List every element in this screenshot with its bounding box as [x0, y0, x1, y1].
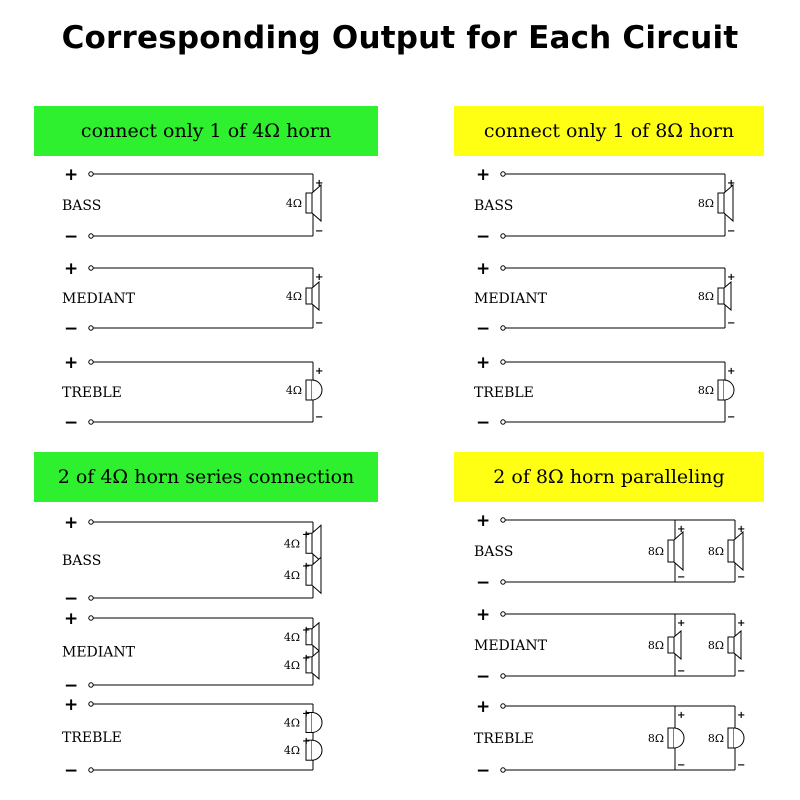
q2-mediant-speaker-minus: −: [727, 318, 736, 329]
q4-mediant-speaker-1-magnet: [668, 637, 674, 653]
q1-bass-plus-terminal: [89, 172, 93, 176]
q4-bass-speaker-2-magnet: [728, 540, 734, 562]
q3-mediant-plus-sign: +: [64, 609, 79, 629]
q3-bass-minus-sign: −: [64, 589, 79, 609]
q3-bass-ohm-label-1: 4Ω: [283, 537, 300, 551]
q2-mediant-plus-terminal: [501, 266, 505, 270]
q4-treble-speaker-1-minus: −: [677, 760, 686, 771]
q3-treble-ohm-label-2: 4Ω: [283, 744, 300, 758]
q2-bass-speaker-minus: −: [727, 226, 736, 237]
q4-mediant-plus-sign: +: [476, 605, 491, 625]
q4-bass-speaker-1-plus: +: [677, 524, 686, 535]
q1-treble-plus-terminal: [89, 360, 93, 364]
q1-mediant-ohm-label: 4Ω: [285, 290, 302, 303]
q4-mediant-speaker-1-minus: −: [677, 666, 686, 677]
q4-mediant-ohm-label-1: 8Ω: [647, 639, 664, 652]
q1-mediant-speaker-magnet: [306, 288, 312, 304]
q2-bass-speaker-magnet: [718, 193, 724, 213]
q1-treble-speaker-minus: −: [315, 412, 324, 423]
q2-treble-minus-sign: −: [476, 413, 491, 433]
q1-mediant-speaker-plus: +: [315, 272, 324, 283]
section-banner-series-4ohm: 2 of 4Ω horn series connection: [34, 452, 378, 502]
q1-mediant-minus-terminal: [89, 326, 93, 330]
q3-bass-plus-sign: +: [64, 513, 79, 533]
q3-mediant-minus-sign: −: [64, 676, 79, 696]
q4-treble-minus-terminal: [501, 768, 505, 772]
q3-mediant-ohm-label-1: 4Ω: [283, 630, 300, 644]
q4-treble-speaker-2-magnet: [728, 728, 734, 748]
q4-treble-speaker-2-plus: +: [737, 710, 746, 721]
q3-treble-speaker-1-dome: [312, 712, 322, 732]
q4-bass-speaker-1-minus: −: [677, 572, 686, 583]
q3-mediant-minus-terminal: [89, 683, 93, 687]
q1-treble-minus-terminal: [89, 420, 93, 424]
q2-mediant-minus-terminal: [501, 326, 505, 330]
q1-bass-speaker-plus: +: [315, 178, 324, 189]
q3-treble-speaker-1-plus: +: [302, 708, 311, 720]
q3-mediant-plus-terminal: [89, 616, 93, 620]
q2-treble-speaker-dome: [724, 380, 734, 400]
q4-mediant-ohm-label-2: 8Ω: [707, 639, 724, 652]
q3-bass-plus-terminal: [89, 520, 93, 524]
q2-bass-minus-sign: −: [476, 227, 491, 247]
q3-treble-speaker-2-plus: +: [302, 736, 311, 748]
q4-treble-speaker-1-dome: [674, 728, 684, 748]
q4-treble-speaker-1-plus: +: [677, 710, 686, 721]
q4-bass-speaker-2-plus: +: [737, 524, 746, 535]
q4-treble-minus-sign: −: [476, 761, 491, 781]
q1-treble-speaker-plus: +: [315, 366, 324, 377]
q2-treble-speaker-magnet: [718, 380, 724, 400]
q3-treble-plus-terminal: [89, 702, 93, 706]
q4-bass-ohm-label-1: 8Ω: [647, 545, 664, 558]
q4-mediant-speaker-2-plus: +: [737, 618, 746, 629]
q3-mediant-speaker-1-plus: +: [302, 624, 311, 636]
q3-mediant-speaker-2-plus: +: [302, 652, 311, 664]
q1-mediant-label: MEDIANT: [62, 291, 136, 307]
q1-mediant-plus-sign: +: [64, 259, 79, 279]
q1-mediant-speaker-minus: −: [315, 318, 324, 329]
q4-mediant-label: MEDIANT: [474, 638, 548, 654]
q1-bass-ohm-label: 4Ω: [285, 197, 302, 210]
q4-mediant-minus-sign: −: [476, 667, 491, 687]
q3-treble-speaker-2-dome: [312, 740, 322, 760]
section-banner-single-4ohm: connect only 1 of 4Ω horn: [34, 106, 378, 156]
q4-mediant-speaker-2-minus: −: [737, 666, 746, 677]
q1-bass-speaker-minus: −: [315, 226, 324, 237]
q2-mediant-speaker-magnet: [718, 288, 724, 304]
q3-treble-label: TREBLE: [62, 730, 122, 746]
q1-mediant-plus-terminal: [89, 266, 93, 270]
q4-mediant-speaker-1-plus: +: [677, 618, 686, 629]
q4-treble-speaker-1-magnet: [668, 728, 674, 748]
q3-bass-ohm-label-2: 4Ω: [283, 569, 300, 583]
q4-bass-plus-terminal: [501, 518, 505, 522]
q3-treble-ohm-label-1: 4Ω: [283, 716, 300, 730]
q3-bass-minus-terminal: [89, 596, 93, 600]
q4-bass-label: BASS: [474, 544, 514, 560]
q1-treble-minus-sign: −: [64, 413, 79, 433]
q2-mediant-plus-sign: +: [476, 259, 491, 279]
q4-treble-label: TREBLE: [474, 731, 534, 747]
q3-bass-speaker-1-plus: +: [302, 529, 311, 541]
q2-treble-plus-sign: +: [476, 353, 491, 373]
q3-treble-plus-sign: +: [64, 695, 79, 715]
q4-bass-plus-sign: +: [476, 511, 491, 531]
q3-mediant-label: MEDIANT: [62, 644, 136, 661]
page-title: Corresponding Output for Each Circuit: [61, 20, 739, 56]
q1-treble-ohm-label: 4Ω: [285, 384, 302, 397]
q4-bass-speaker-2-minus: −: [737, 572, 746, 583]
q2-bass-minus-terminal: [501, 234, 505, 238]
q1-bass-speaker-magnet: [306, 193, 312, 213]
q2-bass-ohm-label: 8Ω: [697, 197, 714, 210]
q2-mediant-minus-sign: −: [476, 319, 491, 339]
q4-treble-plus-sign: +: [476, 697, 491, 717]
q2-mediant-label: MEDIANT: [474, 291, 548, 307]
q3-mediant-ohm-label-2: 4Ω: [283, 658, 300, 672]
q2-bass-label: BASS: [474, 198, 514, 214]
q3-treble-minus-terminal: [89, 768, 93, 772]
q2-bass-speaker-plus: +: [727, 178, 736, 189]
section-banner-parallel-8ohm: 2 of 8Ω horn paralleling: [454, 452, 764, 502]
q1-treble-label: TREBLE: [62, 385, 122, 401]
q2-bass-plus-terminal: [501, 172, 505, 176]
q3-bass-label: BASS: [62, 553, 102, 569]
q2-treble-speaker-plus: +: [727, 366, 736, 377]
section-banner-single-8ohm: connect only 1 of 8Ω horn: [454, 106, 764, 156]
q2-bass-plus-sign: +: [476, 165, 491, 185]
q1-treble-speaker-dome: [312, 380, 322, 400]
q1-bass-label: BASS: [62, 198, 102, 214]
q2-treble-plus-terminal: [501, 360, 505, 364]
q1-mediant-minus-sign: −: [64, 319, 79, 339]
q1-treble-plus-sign: +: [64, 353, 79, 373]
q2-treble-label: TREBLE: [474, 385, 534, 401]
q2-treble-ohm-label: 8Ω: [697, 384, 714, 397]
q3-treble-minus-sign: −: [64, 761, 79, 781]
q4-treble-speaker-2-minus: −: [737, 760, 746, 771]
q4-bass-minus-sign: −: [476, 573, 491, 593]
q2-mediant-ohm-label: 8Ω: [697, 290, 714, 303]
q4-bass-speaker-1-magnet: [668, 540, 674, 562]
q4-mediant-minus-terminal: [501, 674, 505, 678]
q3-bass-speaker-2-plus: +: [302, 561, 311, 573]
q1-bass-minus-terminal: [89, 234, 93, 238]
q1-treble-speaker-magnet: [306, 380, 312, 400]
q2-mediant-speaker-plus: +: [727, 272, 736, 283]
q2-treble-speaker-minus: −: [727, 412, 736, 423]
q4-bass-ohm-label-2: 8Ω: [707, 545, 724, 558]
q4-treble-speaker-2-dome: [734, 728, 744, 748]
q4-treble-ohm-label-2: 8Ω: [707, 732, 724, 745]
q4-treble-ohm-label-1: 8Ω: [647, 732, 664, 745]
q4-treble-plus-terminal: [501, 704, 505, 708]
q1-bass-plus-sign: +: [64, 165, 79, 185]
q1-bass-minus-sign: −: [64, 227, 79, 247]
q4-mediant-plus-terminal: [501, 612, 505, 616]
q4-mediant-speaker-2-magnet: [728, 637, 734, 653]
q4-bass-minus-terminal: [501, 580, 505, 584]
q2-treble-minus-terminal: [501, 420, 505, 424]
